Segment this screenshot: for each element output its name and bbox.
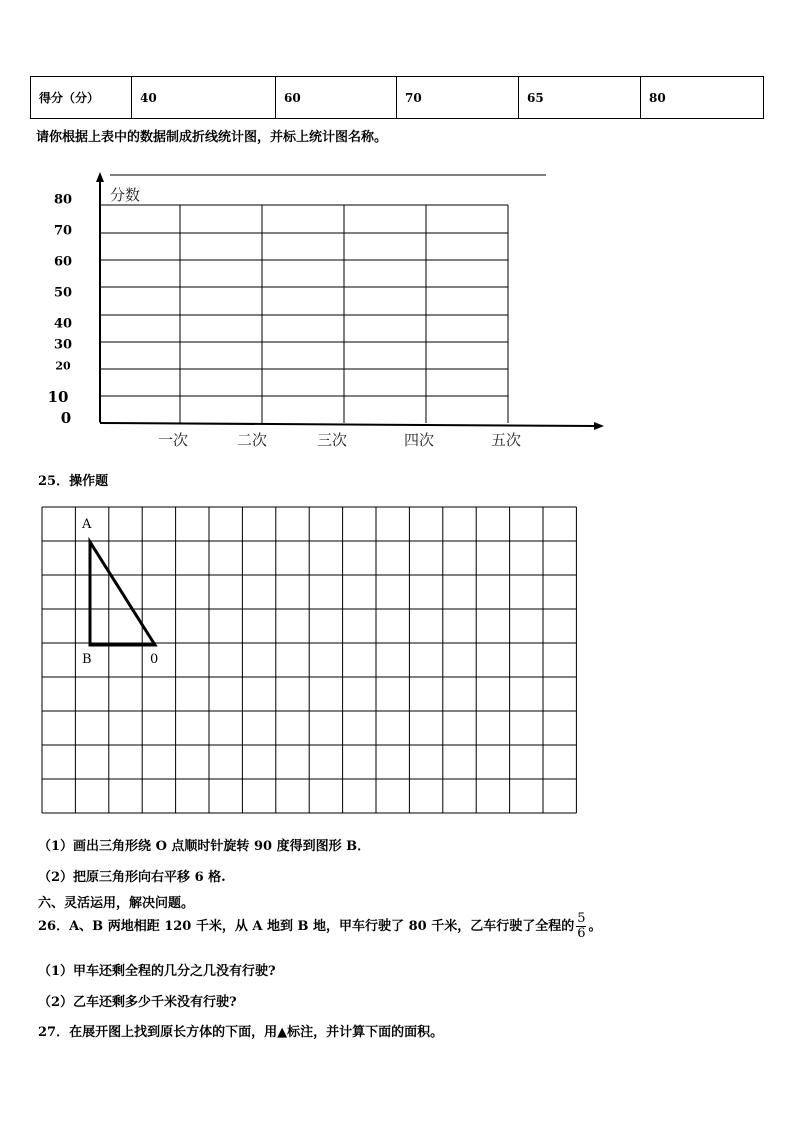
y-axis-label: 分数: [110, 186, 141, 204]
fraction-numerator: 5: [577, 911, 586, 926]
y-tick-label: 0: [60, 409, 72, 427]
y-tick-label: 80: [53, 192, 73, 208]
chart-grid: [100, 205, 508, 423]
y-tick-label: 20: [55, 359, 71, 373]
x-axis-arrow: [594, 422, 604, 430]
score-cell: 40: [132, 77, 276, 119]
point-o-label: 0: [150, 652, 159, 667]
point-a-label: A: [82, 517, 92, 532]
q25-sub2: （2）把原三角形向右平移 6 格.: [38, 870, 226, 885]
x-tick-label: 四次: [403, 431, 435, 449]
section-six-heading: 六、灵活运用，解决问题。: [38, 896, 195, 911]
y-tick-label: 10: [47, 388, 69, 406]
q26-stem: 26．A、B 两地相距 120 千米，从 A 地到 B 地，甲车行驶了 80 千米，乙车行驶了全程的: [38, 919, 575, 934]
point-b-label: B: [82, 652, 92, 667]
x-tick-label: 五次: [490, 431, 522, 449]
score-cell: 65: [519, 77, 641, 119]
y-axis-arrow: [96, 172, 104, 182]
score-cell: 70: [397, 77, 519, 119]
q26-text: [38, 912, 602, 941]
q27-text: 27．在展开图上找到原长方体的下面，用▲标注，并计算下面的面积。: [38, 1025, 444, 1040]
y-tick-label: 70: [53, 223, 73, 239]
x-axis: [100, 423, 596, 426]
y-tick-label: 50: [53, 285, 73, 301]
q25-sub1: （1）画出三角形绕 O 点顺时针旋转 90 度得到图形 B．: [38, 839, 371, 854]
q26-end: 。: [588, 919, 602, 934]
score-cell: 80: [641, 77, 764, 119]
operation-grid: [40, 505, 580, 815]
score-row: [31, 77, 764, 119]
line-chart: [0, 160, 620, 460]
y-tick-label: 40: [53, 316, 73, 332]
fraction: [576, 912, 586, 941]
y-tick-label: 30: [53, 337, 73, 353]
square-grid: [42, 507, 576, 813]
q26-sub1: （1）甲车还剩全程的几分之几没有行驶?: [38, 964, 276, 979]
score-table: [30, 76, 764, 119]
chart-instruction: 请你根据上表中的数据制成折线统计图，并标上统计图名称。: [36, 130, 388, 145]
x-tick-label: 三次: [316, 431, 348, 449]
score-header-cell: 得分（分）: [31, 77, 132, 119]
score-cell: 60: [276, 77, 397, 119]
triangle-abo: [90, 542, 155, 645]
x-tick-label: 二次: [236, 431, 268, 449]
y-tick-label: 60: [53, 254, 73, 270]
q26-sub2: （2）乙车还剩多少千米没有行驶?: [38, 995, 237, 1010]
fraction-denominator: 6: [577, 926, 586, 941]
x-tick-label: 一次: [157, 431, 189, 449]
q25-title: 25．操作题: [38, 474, 109, 489]
